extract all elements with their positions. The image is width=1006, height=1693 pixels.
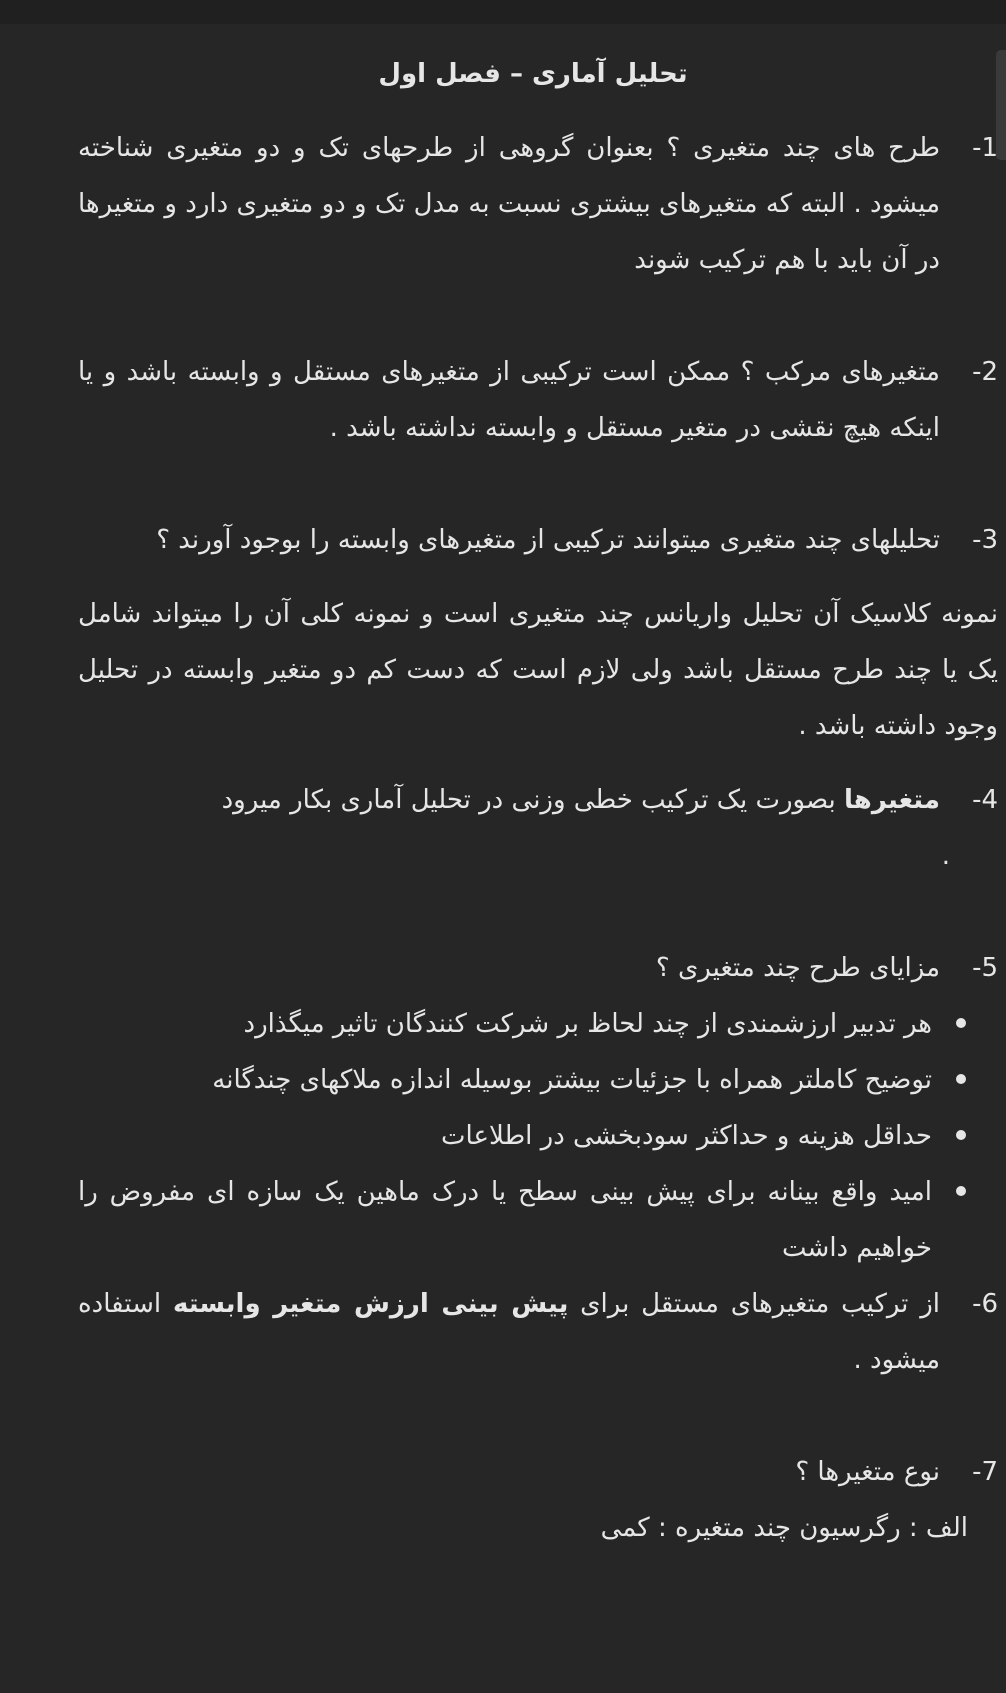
- item-text: متغیرهای مرکب ؟ ممکن است ترکیبی از متغیرهای مستقل و وابسته باشد و یا اینکه هیچ نقشی در متغیر مستقل و وابسته نداشته باشد .: [78, 357, 940, 443]
- bullet-icon: [956, 1186, 966, 1196]
- list-item-4: [78, 772, 998, 828]
- list-item-1: [78, 120, 998, 288]
- item-number: -6: [972, 1289, 998, 1319]
- bullet-item: توضیح کاملتر همراه با جزئیات بیشتر بوسیله اندازه ملاکهای چندگانه: [78, 1052, 968, 1108]
- item-number: -2: [972, 357, 998, 387]
- item-text-post: استفاده میشود .: [78, 1289, 940, 1375]
- bold-term: پیش بینی ارزش متغیر وابسته: [172, 1289, 569, 1319]
- item-text: طرح های چند متغیری ؟ بعنوان گروهی از طرحهای تک و دو متغیری شناخته میشود . البته که متغیرهای بیشتری نسبت به مدل تک و دو متغیری دارد و متغیرها در آن باید با هم ترکیب شوند: [78, 133, 940, 275]
- item-tail: .: [941, 841, 950, 871]
- bullet-icon: [956, 1130, 966, 1140]
- item-number: -3: [972, 525, 998, 555]
- bold-term: متغیرها: [844, 785, 940, 815]
- bullet-item: حداقل هزینه و حداکثر سودبخشی در اطلاعات: [78, 1108, 968, 1164]
- item-text: [78, 772, 940, 828]
- item-text-pre: از ترکیب متغیرهای مستقل برای: [568, 1289, 940, 1319]
- item-text: تحلیلهای چند متغیری میتوانند ترکیبی از متغیرهای وابسته را بوجود آورند ؟: [156, 525, 940, 555]
- item-number: -4: [972, 785, 998, 815]
- bullet-item: امید واقع بینانه برای پیش بینی سطح یا درک ماهین یک سازه ای مفروض را خواهیم داشت: [78, 1164, 968, 1276]
- document-body: [78, 46, 998, 1556]
- bullet-icon: [956, 1074, 966, 1084]
- list-item-7: [78, 1444, 998, 1500]
- item-text: نوع متغیرها ؟: [795, 1457, 940, 1487]
- item-text: مزایای طرح چند متغیری ؟: [655, 953, 940, 983]
- explanation-paragraph: نمونه کلاسیک آن تحلیل واریانس چند متغیری است و نمونه کلی آن را میتواند شامل یک یا چند طرح مستقل باشد ولی لازم است که دست کم دو متغیر وابسته در تحلیل وجود داشته باشد .: [78, 599, 998, 741]
- item-text-rest: بصورت یک ترکیب خطی وزنی در تحلیل آماری بکار میرود: [221, 785, 845, 815]
- bullet-item: هر تدبیر ارزشمندی از چند لحاظ بر شرکت کنندگان تاثیر میگذارد: [78, 996, 968, 1052]
- document-title: تحلیل آماری – فصل اول: [378, 59, 688, 89]
- item-number: -1: [972, 133, 998, 163]
- sub-item-a: الف : رگرسیون چند متغیره : کمی: [600, 1513, 968, 1543]
- list-item-6: [78, 1276, 998, 1388]
- item-number: -7: [972, 1457, 998, 1487]
- item-text: [78, 1276, 940, 1388]
- bullet-icon: [956, 1018, 966, 1028]
- advantages-list: [78, 996, 998, 1276]
- list-item-3: [78, 512, 998, 568]
- top-bar: [0, 0, 1006, 24]
- list-item-2: [78, 344, 998, 456]
- item-number: -5: [972, 953, 998, 983]
- list-item-5: [78, 940, 998, 996]
